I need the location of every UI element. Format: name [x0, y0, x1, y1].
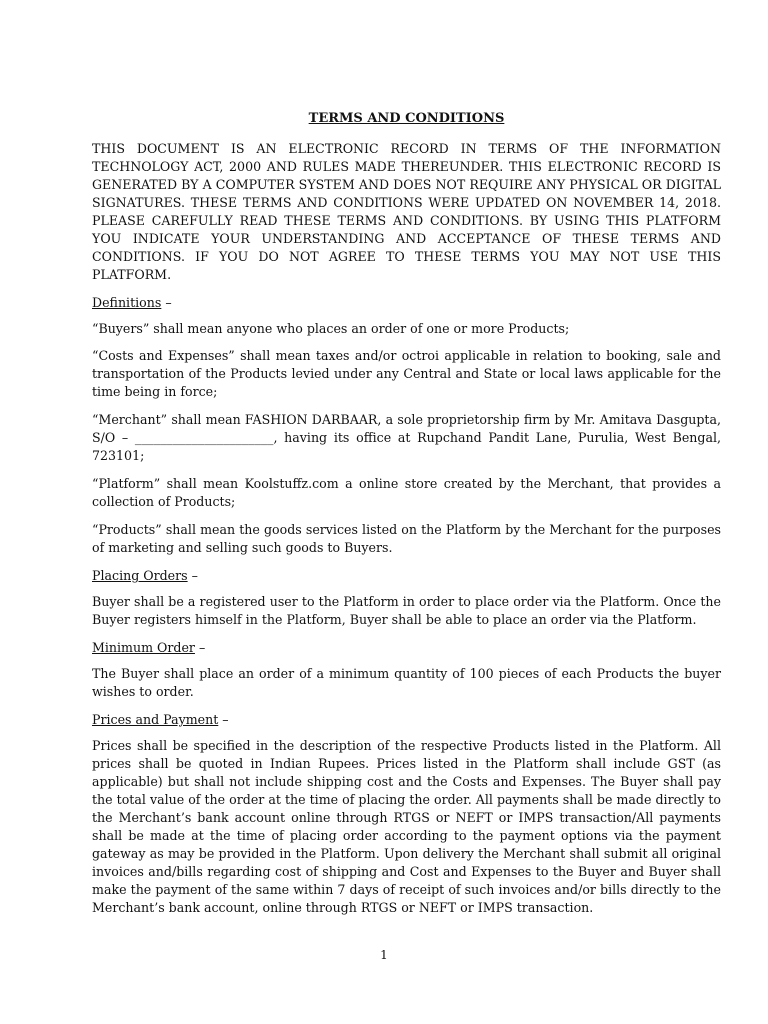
definition-platform: “Platform” shall mean Koolstuffz.com a online store created by the Merchant, that provides a collection of Products; [92, 476, 721, 509]
page-number: 1 [380, 948, 388, 962]
definition-buyers: “Buyers” shall mean anyone who places an order of one or more Products; [92, 321, 570, 336]
placing-orders-heading [92, 567, 721, 585]
definition-products: “Products” shall mean the goods services listed on the Platform by the Merchant for the purposes of marketing and selling such goods to Buyers. [92, 522, 721, 555]
prices-payment-heading-label: Prices and Payment [92, 712, 219, 727]
minimum-order-paragraph: The Buyer shall place an order of a minimum quantity of 100 pieces of each Products the buyer wishes to order. [92, 666, 721, 699]
document-title: TERMS AND CONDITIONS [308, 111, 505, 126]
minimum-order-heading-label: Minimum Order [92, 640, 195, 655]
placing-orders-heading-label: Placing Orders [92, 568, 188, 583]
minimum-order-heading [92, 639, 721, 657]
definition-merchant: “Merchant” shall mean FASHION DARBAAR, a sole proprietorship firm by Mr. Amitava Dasgupta, S/O – ______________________, having its office at Rupchand Pandit Lane, Purulia, West Bengal, 723101; [92, 412, 721, 463]
placing-orders-paragraph: Buyer shall be a registered user to the Platform in order to place order via the Platform. Once the Buyer registers himself in the Platform, Buyer shall be able to place an order via the Platform. [92, 594, 721, 627]
prices-payment-heading-dash: – [218, 712, 229, 727]
placing-orders-heading-dash: – [187, 568, 198, 583]
prices-payment-heading [92, 711, 721, 729]
definition-costs-expenses: “Costs and Expenses” shall mean taxes and/or octroi applicable in relation to booking, sale and transportation of the Products levied under any Central and State or local laws applicable for the time being in force; [92, 348, 721, 399]
intro-paragraph: THIS DOCUMENT IS AN ELECTRONIC RECORD IN TERMS OF THE INFORMATION TECHNOLOGY ACT, 2000 AND RULES MADE THEREUNDER. THIS ELECTRONIC RECORD IS GENERATED BY A COMPUTER SYSTEM AND DOES NOT REQUIRE ANY PHYSICAL OR DIGITAL SIGNATURES. THESE TERMS AND CONDITIONS WERE UPDATED ON NOVEMBER 14, 2018. PLEASE CAREFULLY READ THESE TERMS AND CONDITIONS. BY USING THIS PLATFORM YOU INDICATE YOUR UNDERSTANDING AND ACCEPTANCE OF THESE TERMS AND CONDITIONS. IF YOU DO NOT AGREE TO THESE TERMS YOU MAY NOT USE THIS PLATFORM. [92, 141, 721, 282]
document-page [92, 110, 721, 927]
definitions-heading-dash: – [161, 295, 172, 310]
prices-payment-paragraph: Prices shall be specified in the description of the respective Products listed in the Platform. All prices shall be quoted in Indian Rupees. Prices listed in the Platform shall include GST (as applicable) but shall not include shipping cost and the Costs and Expenses. The Buyer shall pay the total value of the order at the time of placing the order. All payments shall be made directly to the Merchant’s bank account online through RTGS or NEFT or IMPS transaction/All payments shall be made at the time of placing order according to the payment options via the payment gateway as may be provided in the Platform. Upon delivery the Merchant shall submit all original invoices and/bills regarding cost of shipping and Cost and Expenses to the Buyer and Buyer shall make the payment of the same within 7 days of receipt of such invoices and/or bills directly to the Merchant’s bank account, online through RTGS or NEFT or IMPS transaction. [92, 738, 721, 915]
definitions-heading-label: Definitions [92, 295, 162, 310]
definitions-heading [92, 294, 721, 312]
minimum-order-heading-dash: – [194, 640, 206, 655]
